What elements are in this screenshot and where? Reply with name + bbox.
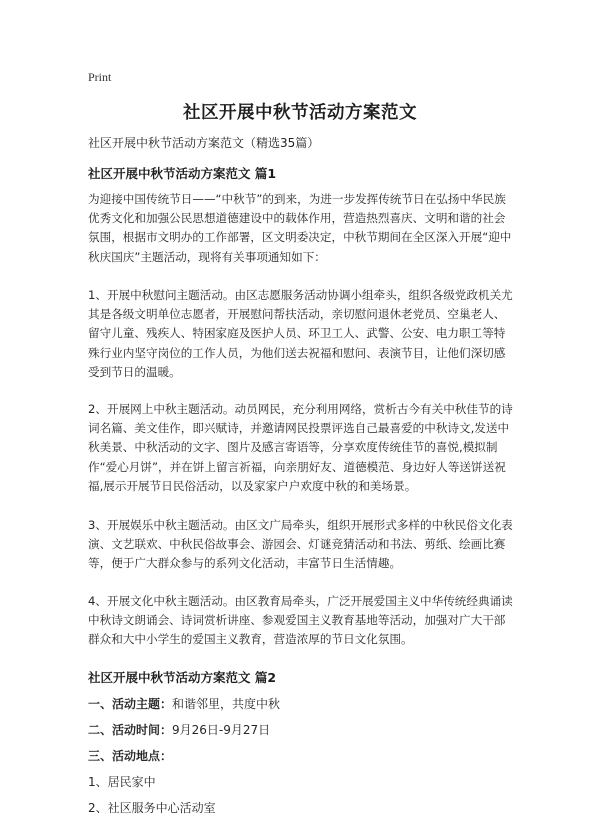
activity-theme-label: 一、活动主题：: [88, 697, 173, 711]
section1-item4: 4、开展文化中秋主题活动。由区教育局牵头，广泛开展爱国主义中华传统经典诵读中秋诗文朗诵会、诗词赏析讲座、参观爱国主义教育基地等活动，加强对广大干部群众和大中小学生的爱国主义教育，营造浓厚的节日文化氛围。: [88, 594, 513, 647]
activity-time-label: 二、活动时间：: [88, 723, 173, 737]
activity-place-2: 2、社区服务中心活动室: [88, 801, 216, 815]
section1-heading: 社区开展中秋节活动方案范文 篇1: [88, 166, 277, 181]
subtitle: 社区开展中秋节活动方案范文（精选35篇）: [88, 136, 320, 150]
activity-time-value: 9月26日-9月27日: [172, 723, 271, 737]
activity-time: [88, 721, 270, 738]
section1-intro: 为迎接中国传统节日——“中秋节”的到来，为进一步发挥传统节日在弘扬中华民族优秀文化和加强公民思想道德建设中的载体作用，营造热烈喜庆、文明和谐的社会氛围，根据市文明办的工作部署，区文明委决定，中秋节期间在全区深入开展“迎中秋庆国庆”主题活动，现将有关事项通知如下：: [88, 192, 512, 264]
activity-place-1: 1、居民家中: [88, 775, 156, 789]
activity-place-label: 三、活动地点：: [88, 749, 173, 763]
activity-theme-value: 和谐邻里，共度中秋: [172, 697, 281, 711]
page-title: 社区开展中秋节活动方案范文: [183, 103, 417, 123]
section1-item3: 3、开展娱乐中秋主题活动。由区文广局牵头，组织开展形式多样的中秋民俗文化表演、文艺联欢、中秋民俗故事会、游园会、灯谜竞猜活动和书法、剪纸、绘画比赛等，便于广大群众参与的系列文化活动，丰富节日生活情趣。: [88, 518, 513, 571]
print-label[interactable]: Print: [88, 70, 112, 84]
section1-item2: 2、开展网上中秋主题活动。动员网民，充分利用网络，赏析古今有关中秋佳节的诗词名篇、美文佳作，即兴赋诗，并邀请网民投票评选自己最喜爱的中秋诗文,发送中秋美景、中秋活动的文字、图片及感言寄语等，分享欢度传统佳节的喜悦,模拟制作“爱心月饼”，并在饼上留言祈福，向亲朋好友、道德模范、身边好人等送饼送祝福,展示开展节日民俗活动，以及家家户户欢度中秋的和美场景。: [88, 402, 513, 493]
activity-theme: [88, 695, 280, 712]
section2-heading: 社区开展中秋节活动方案范文 篇2: [88, 670, 277, 685]
section1-item1: 1、开展中秋慰问主题活动。由区志愿服务活动协调小组牵头，组织各级党政机关尤其是各级文明单位志愿者，开展慰问帮扶活动，亲切慰问退休老党员、空巢老人、留守儿童、残疾人、特困家庭及医护人员、环卫工人、武警、公安、电力职工等特殊行业内坚守岗位的工作人员，为他们送去祝福和慰问、表演节目，让他们深切感受到节日的温暖。: [88, 288, 513, 379]
